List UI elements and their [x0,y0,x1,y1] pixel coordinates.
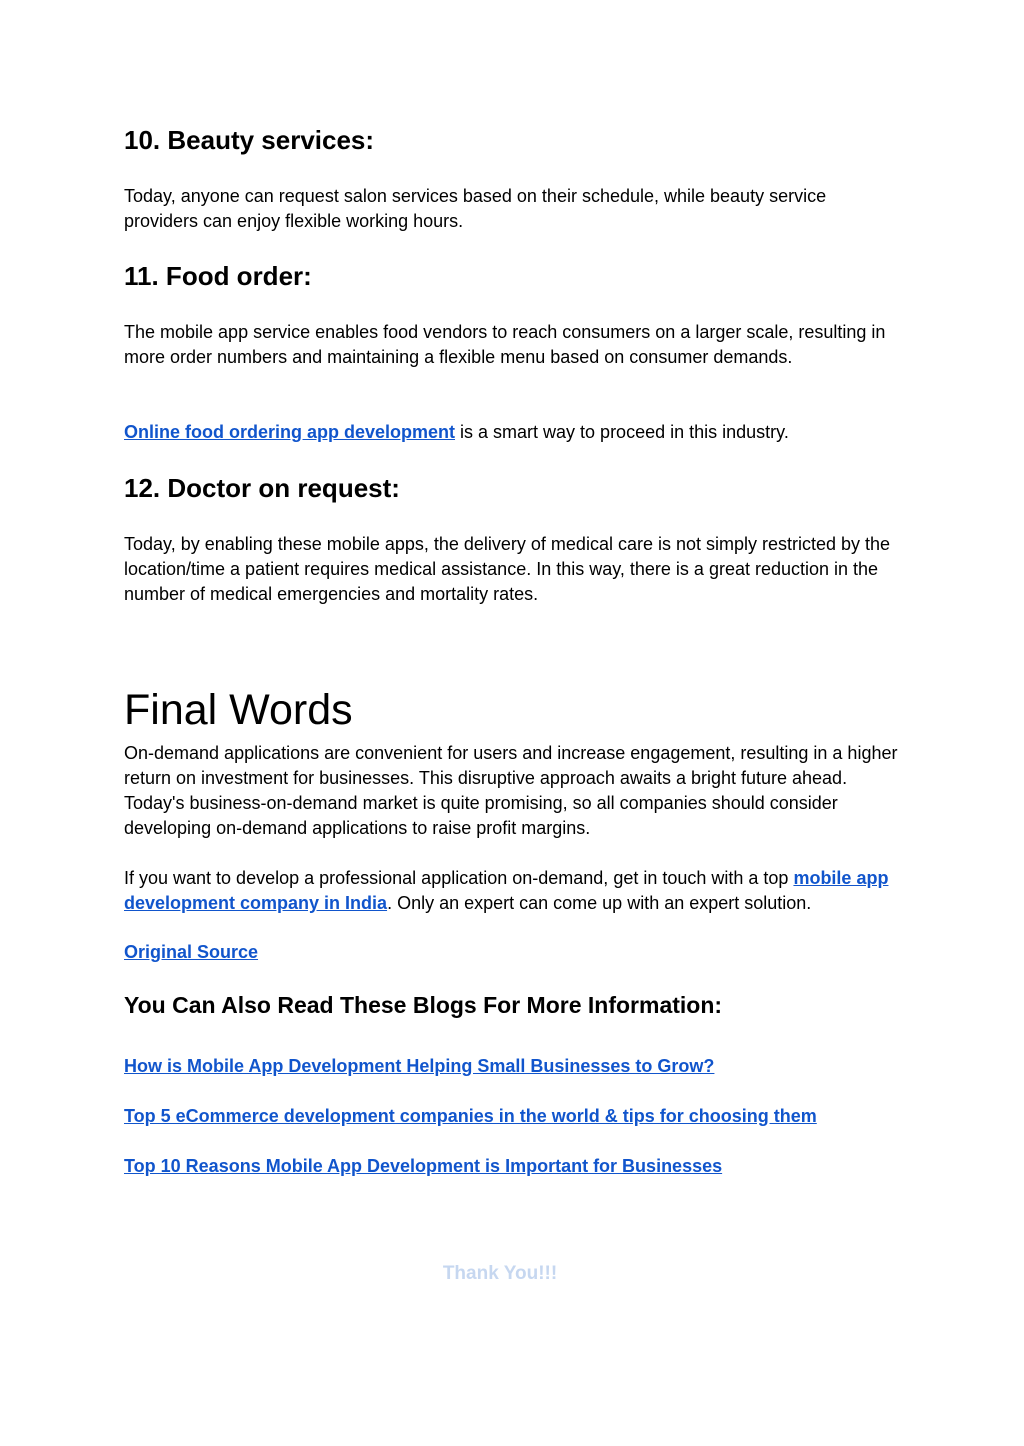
source-line [124,940,258,965]
heading-beauty-services: 10. Beauty services: [124,125,375,155]
blog-link-line-3 [124,1154,722,1179]
blog-link-line-2 [124,1104,817,1129]
paragraph-food-link [124,420,900,445]
food-link-suffix: is a smart way to proceed in this industry. [455,422,789,442]
link-online-food-ordering[interactable]: Online food ordering app development [124,422,456,442]
blog-link-line-1 [124,1054,714,1079]
contact-prefix: If you want to develop a professional application on-demand, get in touch with a top [124,868,794,888]
link-blog-ecommerce-companies[interactable]: Top 5 eCommerce development companies in the world & tips for choosing them [124,1106,817,1126]
paragraph-doctor-on-request: Today, by enabling these mobile apps, the delivery of medical care is not simply restricted by the location/time a patient requires medical assistance. In this way, there is a great reduction in the number of medical emergencies and mortality rates. [124,534,891,604]
link-mobile-app-development-company[interactable]: mobile app development company in India [124,868,889,913]
heading-doctor-on-request: 12. Doctor on request: [124,473,400,503]
paragraph-contact [124,866,900,916]
link-blog-small-businesses[interactable]: How is Mobile App Development Helping Small Businesses to Grow? [124,1056,715,1076]
paragraph-final-words: On-demand applications are convenient for users and increase engagement, resulting in a higher return on investment for businesses. This disruptive approach awaits a bright future ahead. Today's business-on-demand market is quite promising, so all companies should consider developing on-demand applications to raise profit margins. [124,743,898,838]
heading-related-blogs: You Can Also Read These Blogs For More Information: [124,992,723,1018]
paragraph-food-order: The mobile app service enables food vendors to reach consumers on a larger scale, resulting in more order numbers and maintaining a flexible menu based on consumer demands. [124,322,886,367]
link-original-source[interactable]: Original Source [124,942,259,962]
thank-you-text: Thank You!!! [442,1263,558,1284]
link-blog-top-10-reasons[interactable]: Top 10 Reasons Mobile App Development is Important for Businesses [124,1156,723,1176]
paragraph-beauty-services: Today, anyone can request salon services based on their schedule, while beauty service providers can enjoy flexible working hours. [124,186,827,231]
contact-suffix: . Only an expert can come up with an expert solution. [387,893,812,913]
heading-final-words: Final Words [124,686,353,734]
heading-food-order: 11. Food order: [124,261,312,291]
